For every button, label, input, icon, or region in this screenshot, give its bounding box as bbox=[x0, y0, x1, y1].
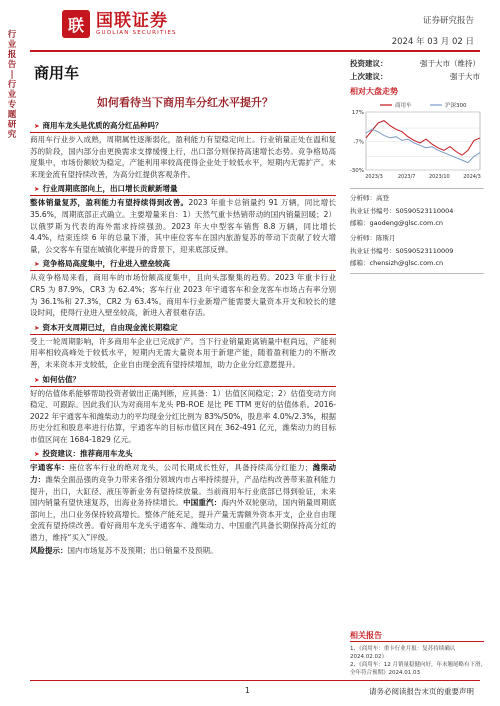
x-tick-label: 2023/10 bbox=[428, 174, 450, 180]
divider bbox=[350, 641, 484, 642]
analyst-role: 分析师： bbox=[350, 234, 376, 242]
industry-name: 商用车 bbox=[34, 64, 80, 82]
legend-label: 商用车 bbox=[395, 103, 412, 109]
paragraph: 好的估值体系能够帮助投资者做出正确判断，应具备：1）估值区间稳定；2）估值变动方向稳定、可跟踪。因此我们认为对商用车龙头 PB-ROE 是比 PE TTM 更好的估值体系。2016-2022 年宇通客车和潍柴动力的平均现金分红比例为 83%/50%，股息率 4.0%/2.3%，根据历史分红和股息率进行估算，宇通客车的目标市值区间在 362-491 亿元，潍柴动力的目标市值区间在 1684-1829 亿元。 bbox=[30, 388, 336, 444]
lead-text: 潍柴动力： bbox=[30, 463, 337, 485]
strip-char: 业 bbox=[7, 90, 17, 100]
x-tick-label: 2023/7 bbox=[397, 174, 416, 180]
logo-english-name: GUOLIAN SECURITIES bbox=[96, 30, 177, 36]
y-tick-label: -7% bbox=[353, 139, 364, 146]
section-heading: ➤ 行业周期底部向上，出口增长贡献新增量 bbox=[30, 183, 336, 196]
paragraph-text: 国内市场复苏不及预期；出口销量不及预期。 bbox=[67, 545, 218, 555]
strip-char: 行 bbox=[7, 80, 17, 90]
series-line-2 bbox=[366, 129, 480, 162]
footer-disclaimer: 请务必阅读报告末页的重要声明 bbox=[369, 687, 474, 696]
related-report-link[interactable]: 1、《商用车：重卡行业月报：复苏持续确认2024.02.02》 bbox=[350, 646, 456, 660]
section-heading: ➤ 商用车龙头是优质的高分红品种吗？ bbox=[30, 120, 336, 133]
strip-char: 题 bbox=[7, 110, 17, 120]
paragraph: 受上一轮周期影响，许多商用车企业已完成扩产。当下行业销量距离销量中枢尚远，产能利用率相较高峰处于较低水平，短期内无需大量资本用于新建产能，随着盈利能力的不断改善，未来资本开支较低，企业自由现金流有望持续增加，助力企业分红意愿提升。 bbox=[30, 336, 336, 369]
report-body bbox=[30, 117, 336, 556]
logo-mark-icon: 联 bbox=[62, 10, 90, 38]
report-title: 如何看待当下商用车分红水平提升？ bbox=[97, 96, 273, 109]
cert-label: 执业证书编号： bbox=[350, 246, 396, 255]
related-reports-heading: 相关报告 bbox=[350, 631, 382, 640]
strip-char: 业 bbox=[7, 40, 17, 50]
analyst-email[interactable]: chensizh@glsc.com.cn bbox=[369, 259, 444, 267]
cert-number: S0590523110004 bbox=[395, 206, 454, 215]
analyst-role: 分析师： bbox=[350, 194, 376, 202]
document-type: 证券研究报告 bbox=[422, 16, 474, 26]
footer-divider bbox=[30, 680, 480, 681]
lead-text: 风险提示： bbox=[30, 545, 68, 555]
lead-text: 宇通客车： bbox=[30, 463, 70, 473]
risk-warning bbox=[30, 545, 336, 557]
lead-text: 整体销量复苏，盈利能力有望持续得到改善。 bbox=[30, 198, 189, 208]
vertical-category-strip bbox=[6, 30, 18, 140]
rating-current bbox=[350, 58, 480, 69]
analyst-1 bbox=[350, 192, 453, 230]
paragraph-text: 海内外双轮驱动，国内销量周期底部向上，出口业务保持较高增长。整体产能充足，提升产量无需额外资本开支，企业自由现金流有望持续改善。看好商用车龙头宇通客车、潍柴动力、中国重汽具备长期保持高分红的潜力，维持“买入”评级。 bbox=[30, 498, 337, 543]
cert-label: 执业证书编号： bbox=[350, 206, 396, 215]
relative-performance-chart bbox=[344, 98, 484, 184]
rating-label: 上次建议： bbox=[350, 72, 388, 81]
section-heading: ➤ 资本开支周期已过，自由现金流长期稳定 bbox=[30, 322, 336, 335]
header-divider bbox=[30, 50, 480, 52]
rating-value: 强于大市（维持） bbox=[420, 59, 480, 68]
analyst-2 bbox=[350, 232, 453, 270]
paragraph bbox=[30, 197, 336, 255]
paragraph-text: 潍柴全面品强的竞争力带来各细分领域内市占率持续提升，产品结构改善带来盈利能力提升，出口，大缸径、液压等新业务有望持续放量。当前商用车行业底部已得到验证，未来国内销量有望快速复苏，出海业务持续增长。 bbox=[30, 475, 337, 508]
section-heading: ➤ 投资建议：推荐商用车龙头 bbox=[30, 448, 336, 461]
email-label: 邮箱： bbox=[350, 259, 370, 267]
divider bbox=[350, 273, 484, 274]
analyst-email[interactable]: gaodeng@glsc.com.cn bbox=[369, 219, 444, 227]
email-label: 邮箱： bbox=[350, 219, 370, 227]
strip-char: 研 bbox=[7, 120, 17, 130]
chart-heading: 相对大盘走势 bbox=[350, 87, 398, 96]
analyst-name: 陈斯月 bbox=[376, 234, 396, 242]
paragraph-text: 座位客车行业的绝对龙头，公司长期成长性好，具备持续高分红能力； bbox=[69, 463, 313, 473]
rating-label: 投资建议： bbox=[350, 59, 388, 68]
paragraph-text: 2023 年重卡总销量约 91 万辆，同比增长 35.6%，周期底部正式确立。主要增量来自：1）天然气重卡热销带动的国内销量回暖；2）以俄罗斯为代表的海外需求持续强劲。2023 年大中型客车销售 8.8 万辆，同比增长 4.4%，结束连续 6 年的总量下滑，其中座位客车在国内旅游复苏的带动下贡献了较大增量，公交客车有望在城镇化率提升的背景下，迎来底部反弹。 bbox=[30, 198, 336, 254]
paragraph bbox=[30, 462, 336, 543]
paragraph: 商用车行业步入成熟，周期属性逐渐弱化，盈利能力有望稳定向上。行业销量正处在温和复苏的阶段，国内部分由更换需求支撑缓慢上行，出口部分则保持高速增长态势。竞争格局高度集中，市场份额较为稳定，产能利用率较高使得企业处于较低水平，短期内无需扩产。未来现金流有望持续改善，为高分红提供客观条件。 bbox=[30, 135, 336, 179]
strip-char: 专 bbox=[7, 100, 17, 110]
section-heading: ➤ 如何估值？ bbox=[30, 374, 336, 387]
strip-char: | bbox=[10, 70, 14, 80]
y-tick-label: -30% bbox=[349, 168, 364, 174]
legend-label: 沪深300 bbox=[445, 103, 467, 109]
cert-number: S0590523110009 bbox=[395, 246, 454, 255]
y-tick-label: 17% bbox=[351, 110, 364, 116]
lead-text: 中国重汽： bbox=[183, 498, 222, 508]
strip-char: 报 bbox=[7, 50, 17, 60]
strip-char: 告 bbox=[7, 60, 17, 70]
x-tick-label: 2023/3 bbox=[365, 174, 383, 180]
related-report-link[interactable]: 2、《商用车：12 月销量稳健向好，年末翘尾略有下滑，全年符合预期》2024.01.03 bbox=[350, 662, 486, 676]
strip-char: 究 bbox=[7, 130, 17, 140]
rating-value: 强于大市 bbox=[450, 72, 480, 81]
series-line-1 bbox=[366, 121, 480, 156]
logo-chinese-name: 国联证券 bbox=[96, 11, 168, 31]
strip-char: 行 bbox=[7, 30, 17, 40]
x-tick-label: 2024/3 bbox=[463, 174, 481, 180]
paragraph: 从竞争格局来看，商用车的市场份额高度集中，且向头部聚集的趋势。2023 年重卡行业 CR5 为 87.9%，CR3 为 62.4%；客车行业 2023 年宇通客车和金龙客车市场占有率分别为 36.1%和 27.3%，CR2 为 63.4%。商用车行业新增产能需要大量资本开支和较长的建设时间，使得行业进入壁垒较高，新进入者很难存活。 bbox=[30, 273, 336, 318]
company-logo bbox=[62, 10, 177, 38]
section-heading: ➤ 竞争格局高度集中，行业进入壁垒较高 bbox=[30, 258, 336, 271]
analyst-name: 高登 bbox=[376, 194, 389, 202]
report-date: 2024 年 03 月 02 日 bbox=[391, 37, 474, 47]
rating-previous bbox=[350, 71, 480, 82]
divider bbox=[350, 188, 484, 189]
chart-svg bbox=[344, 98, 484, 184]
page-number: 1 bbox=[245, 686, 250, 695]
